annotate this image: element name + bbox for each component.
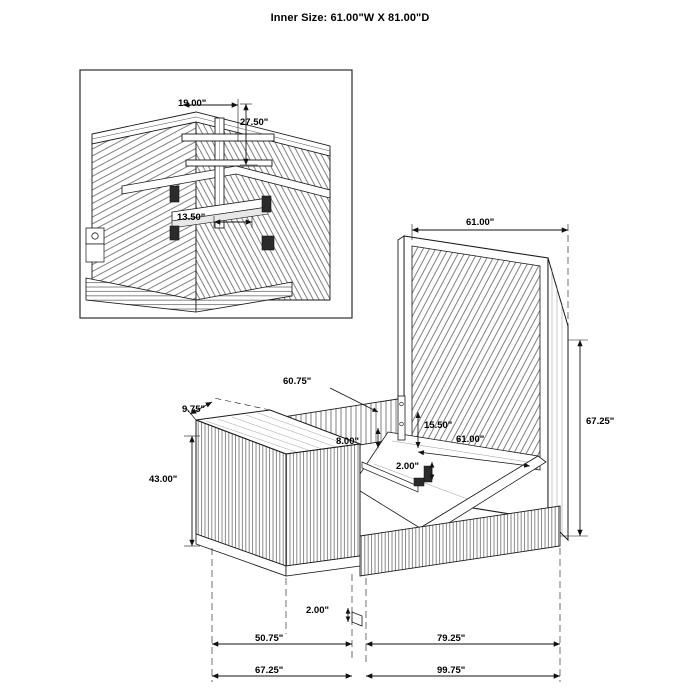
dim-rail-depth-offset: 60.75" — [283, 376, 312, 387]
dim-overall-depth: 99.75" — [437, 665, 466, 676]
dim-overall-foot-span: 67.25" — [255, 665, 284, 676]
dim-inset-19: 19.00" — [178, 98, 207, 109]
dim-footboard-span: 50.75" — [255, 633, 284, 644]
detail-inset-view — [80, 70, 352, 318]
dim-footboard-height: 43.00" — [149, 474, 178, 485]
dim-headboard-width: 61.00" — [466, 217, 495, 228]
dim-footboard-thickness: 9.75" — [182, 404, 205, 415]
dim-inset-13-50: 13.50" — [177, 212, 206, 223]
page-title: Inner Size: 61.00"W X 81.00"D — [270, 12, 430, 24]
dim-foot-2-00: 2.00" — [306, 605, 329, 616]
dim-rail-15-50: 15.50" — [424, 420, 453, 431]
dim-rail-2-00: 2.00" — [396, 461, 419, 472]
dim-headboard-height: 67.25" — [586, 416, 615, 427]
dim-rail-8-00: 8.00" — [336, 436, 359, 447]
dim-inner-width-61: 61.00" — [456, 434, 485, 445]
dim-side-rail-span: 79.25" — [437, 633, 466, 644]
dim-inset-27-50: 27.50" — [240, 117, 269, 128]
